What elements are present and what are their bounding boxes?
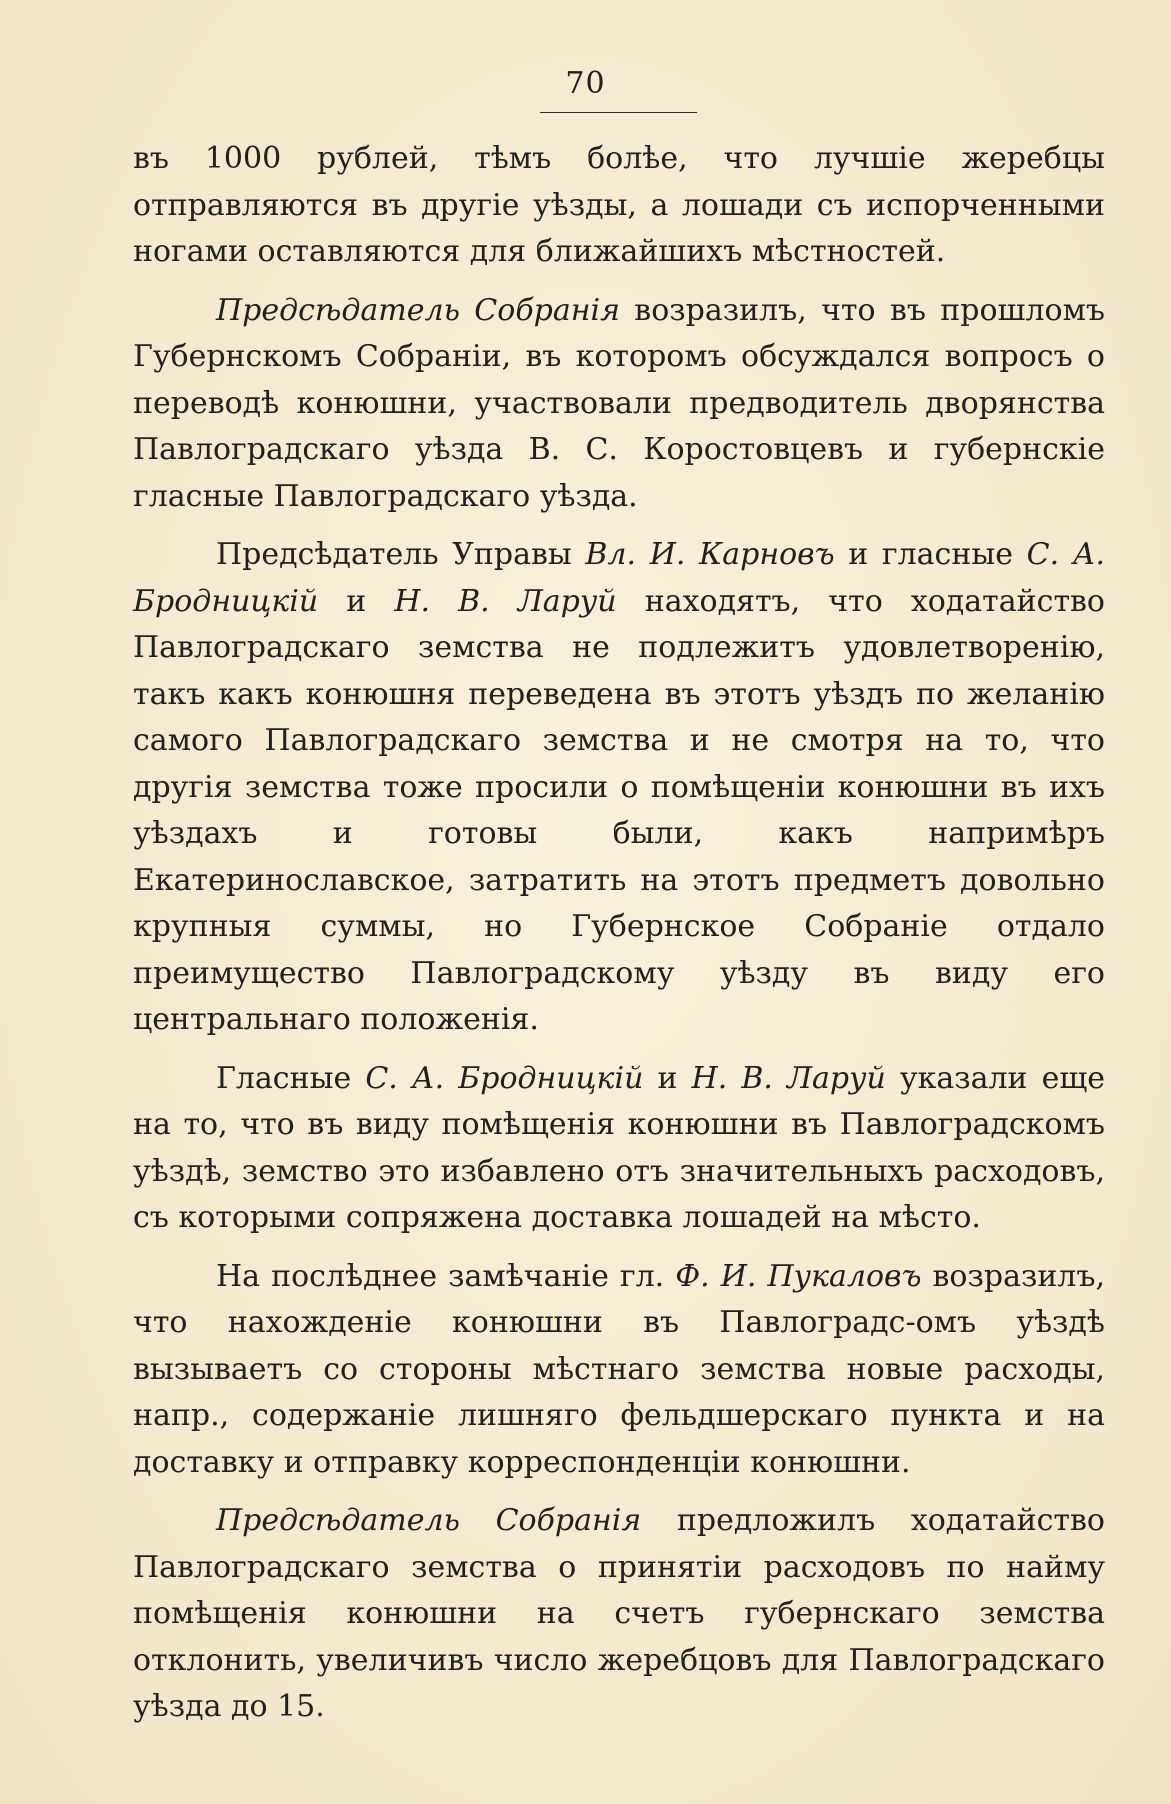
paragraph-3-lead: Предсѣдатель Управы <box>216 537 586 572</box>
paragraph-4-name-2: Н. В. Ларуй <box>691 1060 886 1096</box>
header-rule <box>540 112 697 113</box>
paragraph-6 <box>133 1498 1105 1731</box>
paragraph-3-mid-2: и <box>318 583 395 619</box>
paragraph-2 <box>133 288 1105 521</box>
paragraph-4-lead: Гласные <box>216 1060 366 1096</box>
paragraph-6-speaker: Предсѣдатель Собранія <box>216 1503 642 1538</box>
paragraph-3-name-1: Вл. И. Карновъ <box>585 537 835 572</box>
paragraph-6-text: предложилъ ходатайство Павлоградскаго земства о принятіи расходовъ по найму помѣщенія конюшни на счетъ губернскаго земства отклонить, увеличивъ число жеребцовъ для Павлоградскаго уѣзда до 15. <box>133 1503 1105 1724</box>
paragraph-3-text: находятъ, что ходатайство Павлоградскаго земства не подлежитъ удовлетворенію, такъ какъ конюшня переведена въ этотъ уѣздъ по желанію самого Павлоградскаго земства и не смотря на то, что другія земства тоже просили о помѣщеніи конюшни въ ихъ уѣздахъ и готовы были, какъ напримѣръ Екатеринославское, затратить на этотъ предметъ довольно крупныя суммы, но Губернское Собраніе отдало преимущество Павлоградскому уѣзду въ виду его центральнаго положенія. <box>133 583 1105 1037</box>
paragraph-3-mid-1: и гласные <box>834 537 1027 572</box>
paragraph-3-name-3: Н. В. Ларуй <box>394 583 617 619</box>
paragraph-4-mid-1: и <box>643 1060 692 1096</box>
paragraph-3-name-2: С. А. Бродницкій <box>133 537 1105 619</box>
paragraph-5 <box>133 1254 1105 1487</box>
paragraph-2-text: возразилъ, что въ прошломъ Губернскомъ Собраніи, въ которомъ обсуждался вопросъ о переводѣ конюшни, участвовали предводитель дворянства Павлоградскаго уѣзда В. С. Коростовцевъ и губернскіе гласные Павлоградскаго уѣзда. <box>133 292 1105 514</box>
body-text <box>133 136 1105 1743</box>
paragraph-4-text: указали еще на то, что въ виду помѣщенія конюшни въ Павлоградскомъ уѣздѣ, земство это избавлено отъ значительныхъ расходовъ, съ которыми сопряжена доставка лошадей на мѣсто. <box>133 1060 1105 1235</box>
paragraph-5-lead: На послѣднее замѣчаніе гл. <box>216 1258 676 1294</box>
paragraph-4 <box>133 1056 1105 1242</box>
page-number: 70 <box>565 66 606 101</box>
paragraph-5-name-1: Ф. И. Пукаловъ <box>675 1258 922 1294</box>
paragraph-4-name-1: С. А. Бродницкій <box>365 1060 644 1096</box>
paragraph-2-speaker: Предсѣдатель Собранія <box>216 292 620 328</box>
paragraph-3 <box>133 532 1105 1044</box>
paragraph-1-text: въ 1000 рублей, тѣмъ болѣе, что лучшіе жеребцы отправляются въ другіе уѣзды, а лошади съ испорченными ногами оставляются для ближайшихъ мѣстностей. <box>133 141 1105 269</box>
paragraph-5-text: возразилъ, что нахожденіе конюшни въ Павлоградс-омъ уѣздѣ вызываетъ со стороны мѣстнаго земства новые расходы, напр., содержаніе лишняго фельдшерскаго пункта и на доставку и отправку корреспонденціи конюшни. <box>133 1258 1105 1480</box>
paragraph-1 <box>133 136 1105 276</box>
